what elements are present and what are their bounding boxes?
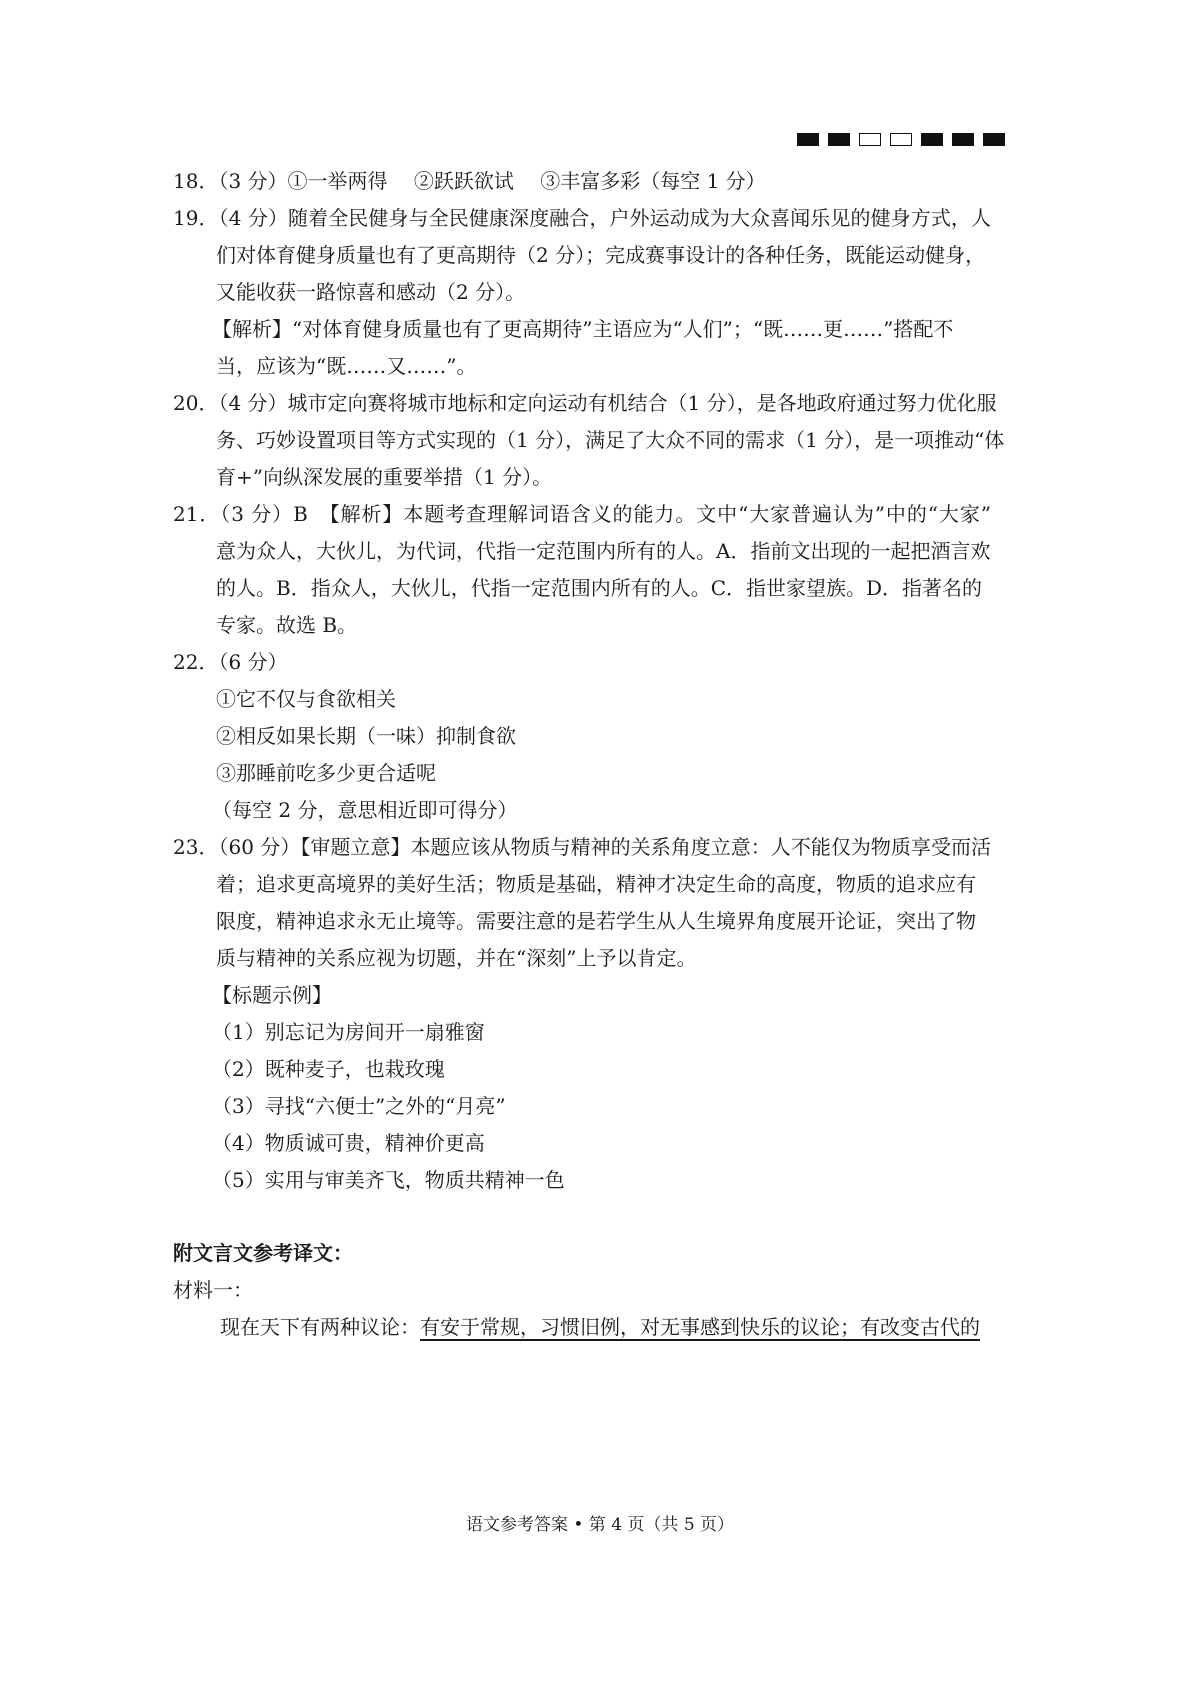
header-mark-3 [859,133,881,146]
answer-19-line-2: 们对体育健身质量也有了更高期待（2 分）；完成赛事设计的各种任务，既能运动健身， [216,243,986,267]
answer-21: 21．（3 分）B 【解析】本题考查理解词语含义的能力。文中“大家普遍认为”中的“大家” [173,502,991,526]
answer-23-line-2: 着；追求更高境界的美好生活；物质是基础，精神才决定生命的高度，物质的追求应有 [216,872,976,896]
answer-20: 20．（4 分）城市定向赛将城市地标和定向运动有机结合（1 分），是各地政府通过努力优化服 [173,391,997,415]
analysis-19-line-2: 当，应该为“既……又……”。 [216,354,477,378]
answer-22-note: （每空 2 分，意思相近即可得分） [212,798,518,822]
answer-22: 22．（6 分） [173,650,288,674]
answer-22-item-3: ③那睡前吃多少更合适呢 [216,761,436,785]
title-example-3: （3）寻找“六便士”之外的“月亮” [212,1094,506,1118]
title-example-5: （5）实用与审美齐飞，物质共精神一色 [212,1168,565,1192]
answer-23-line-3: 限度，精神追求永无止境等。需要注意的是若学生从人生境界角度展开论证，突出了物 [216,909,976,933]
answer-21-line-2: 意为众人，大伙儿，为代词，代指一定范围内所有的人。A．指前文出现的一起把酒言欢 [216,539,991,563]
title-example-2: （2）既种麦子，也栽玫瑰 [212,1057,445,1081]
header-mark-4 [890,133,912,146]
answer-18: 18．（3 分）①一举两得 ②跃跃欲试 ③丰富多彩（每空 1 分） [173,169,766,193]
header-mark-2 [828,133,850,146]
answer-22-item-1: ①它不仅与食欲相关 [216,687,396,711]
analysis-19: 【解析】“对体育健身质量也有了更高期待”主语应为“人们”；“既……更……”搭配不 [212,317,954,341]
header-mark-6 [952,133,974,146]
translation-prefix: 现在天下有两种议论： [220,1315,420,1339]
header-mark-1 [797,133,819,146]
answer-23-line-4: 质与精神的关系应视为切题，并在“深刻”上予以肯定。 [216,946,697,970]
title-example-4: （4）物质诚可贵，精神价更高 [212,1131,485,1155]
translation-line-1 [220,1311,980,1343]
page-footer: 语文参考答案 • 第 4 页（共 5 页） [465,1515,735,1535]
answer-21-line-3: 的人。B．指众人，大伙儿，代指一定范围内所有的人。C．指世家望族。D．指著名的 [216,576,983,600]
answer-20-line-2: 务、巧妙设置项目等方式实现的（1 分），满足了大众不同的需求（1 分），是一项推动“体 [216,428,1005,452]
answer-19-line-3: 又能收获一路惊喜和感动（2 分）。 [216,280,526,304]
header-mark-7 [983,133,1005,146]
header-mark-5 [921,133,943,146]
answer-23: 23．（60 分）【审题立意】本题应该从物质与精神的关系角度立意：人不能仅为物质享受而活 [173,835,991,859]
title-examples-heading: 【标题示例】 [212,983,332,1007]
answer-21-line-4: 专家。故选 B。 [216,613,358,637]
answer-19: 19．（4 分）随着全民健身与全民健康深度融合，户外运动成为大众喜闻乐见的健身方式，人 [173,206,991,230]
answer-20-line-3: 育+”向纵深发展的重要举措（1 分）。 [216,465,553,489]
translation-underlined: 有安于常规，习惯旧例，对无事感到快乐的议论；有改变古代的 [420,1315,980,1339]
answer-22-item-2: ②相反如果长期（一味）抑制食欲 [216,724,516,748]
title-example-1: （1）别忘记为房间开一扇雅窗 [212,1020,485,1044]
material-one-label: 材料一： [173,1278,253,1302]
appendix-heading: 附文言文参考译文： [173,1241,353,1265]
